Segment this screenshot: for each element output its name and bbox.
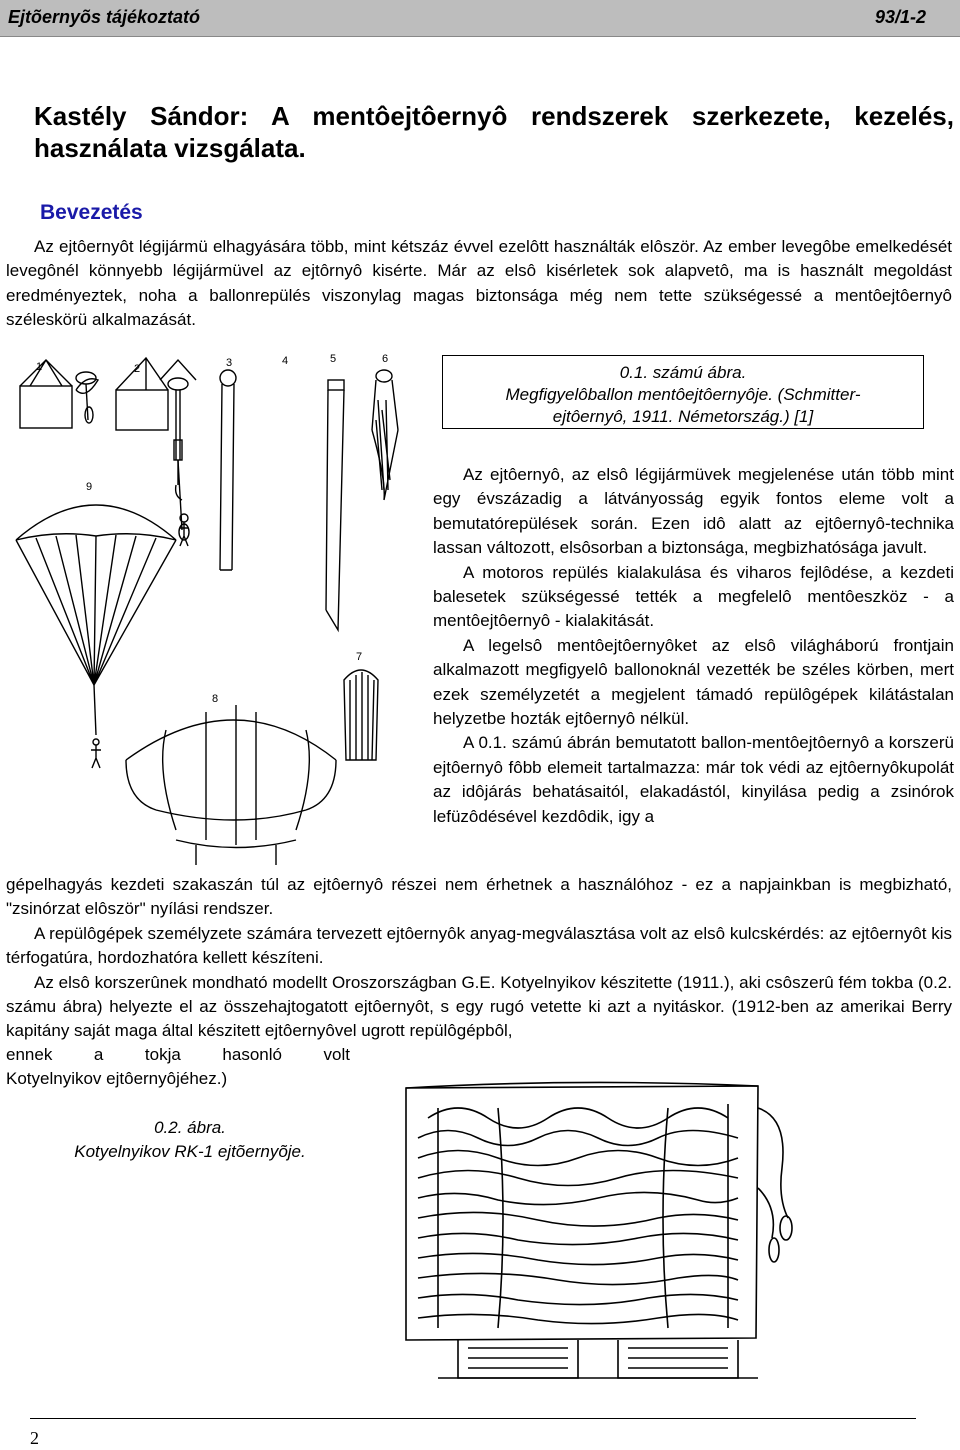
full-paragraph-1: gépelhagyás kezdeti szakaszán túl az ejtôernyô részei nem érhetnek a használóhoz - ez a napjainkban is megbizható, "zsinórzat elôször" nyílási rendszer. <box>6 875 952 919</box>
figure-1-caption-line-3: ejtôernyô, 1911. Németország.) [1] <box>552 407 814 426</box>
short-lines <box>6 1043 350 1092</box>
right-paragraph-3: A legelsô mentôejtôernyôket az elsô világháború frontjain alkalmazott megfigyelô ballonoknál vezették be széles körben, mert ezek személyzetét a megjelent támadó repülôgépek kilátástalan helyzetbe hozták ejtôernyô nélkül. <box>433 635 954 729</box>
word: tokja <box>144 1045 181 1064</box>
word: volt <box>323 1045 350 1064</box>
fig1-label-9: 9 <box>86 481 93 493</box>
word: ennek <box>6 1045 53 1064</box>
figure-2-caption-line-2: Kotyelnyikov RK-1 ejtõernyõje. <box>74 1142 306 1161</box>
right-paragraph-4: A 0.1. számú ábrán bemutatott ballon-mentôejtôernyô a korszerü ejtôernyô fôbb elemeit tartalmazza: már tok védi az ejtôernyôkupolát az idôjárás behatásaitól, elakadástól, kinyilása pedig a zsinórok lefüzôdésével kezdôdik, igy a <box>433 733 954 826</box>
fig1-label-4: 4 <box>282 355 289 367</box>
full-width-text <box>6 873 952 1044</box>
publication-title: Ejtõernyõs tájékoztató <box>8 7 201 27</box>
fig1-label-5: 5 <box>330 353 337 365</box>
figure-2-caption <box>30 1116 350 1164</box>
word: a <box>93 1045 104 1064</box>
figure-1-caption-line-2: Megfigyelôballon mentôejtôernyôje. (Schmitter- <box>505 385 861 404</box>
article-title: Kastély Sándor: A mentôejtôernyô rendszerek szerkezete, kezelés, használata vizsgálata. <box>34 101 954 163</box>
fig1-label-7: 7 <box>356 651 363 663</box>
right-paragraph-1: Az ejtôernyô, az elsô légijármüvek megjelenése után több mint egy évszázadig a látványosság egyik fontos eleme volt a bemutatórepülések során. Ezen idô alatt az ejtôernyô-technika lassan változott, elsôsorban a biztonsága, megbizhatósága javult. <box>433 465 954 558</box>
short-line-2: Kotyelnyikov ejtôernyôjéhez.) <box>6 1069 228 1089</box>
fig1-pack-2 <box>116 390 168 430</box>
fig1-canopy-8 <box>126 720 336 760</box>
fig1-label-2: 2 <box>134 363 141 375</box>
figure-2-drawing <box>398 1078 808 1418</box>
fig1-label-6: 6 <box>382 353 389 365</box>
footer-divider <box>30 1418 916 1419</box>
fig1-canopy-9 <box>16 505 176 540</box>
full-paragraph-2: A repülôgépek személyzete számára tervezett ejtôernyôk anyag-megválasztása volt az elsô kulcskérdés: az ejtôernyôt kis térfogatúra, hordozhatóra kellett készíteni. <box>6 923 952 968</box>
issue-number: 93/1-2 <box>874 7 926 27</box>
intro-text: Az ejtôernyôt légijármü elhagyására több, mint kétszáz évvel ezelôtt használták elôször. Az ember levegôbe emelkedését levegônél könnyebb légijármüvel az ejtôrnyô kisérte. Már az elsô kisérletek sok alapvetô, ma is használt megoldást eredményeztek, noha a ballonrepülés viszonylag magas biztonsága még nem tette szükségessé a mentôejtôernyô széleskörü alkalmazását. <box>6 237 952 330</box>
fig1-label-3: 3 <box>226 357 233 369</box>
right-column-text <box>433 463 954 829</box>
section-heading: Bevezetés <box>40 201 143 224</box>
fig1-label-8: 8 <box>212 693 219 705</box>
page-number: 2 <box>30 1428 39 1448</box>
figure-1-caption-line-1: 0.1. számú ábra. <box>619 363 747 382</box>
right-paragraph-2: A motoros repülés kialakulása és viharos fejlôdése, a kezdeti balesetek szükségessé tették a megfelelô mentôeszköz - a mentôejtôernyô - kialakitását. <box>433 562 954 631</box>
fig1-pack-1 <box>20 386 72 428</box>
figure-1-caption <box>442 355 924 429</box>
page-header <box>0 0 960 37</box>
short-line-1 <box>6 1043 350 1067</box>
intro-paragraph <box>6 235 952 333</box>
fig1-label-1: 1 <box>36 361 43 373</box>
word: hasonló <box>222 1045 282 1064</box>
figure-1-drawing <box>6 340 426 870</box>
figure-2-caption-line-1: 0.2. ábra. <box>154 1118 226 1137</box>
full-paragraph-3: Az elsô korszerûnek mondható modellt Oroszországban G.E. Kotyelnyikov készitette (1911.), aki csôszerû fém tokba (0.2. számu ábra) helyezte el az összehajtogatott ejtôernyôt, s egy rugó vetette ki azt a nyitáskor. (1912-ben az amerikai Berry kapitány saját maga által készitett ejtôernyôvel ugrott repülôgépbôl, <box>6 972 952 1041</box>
